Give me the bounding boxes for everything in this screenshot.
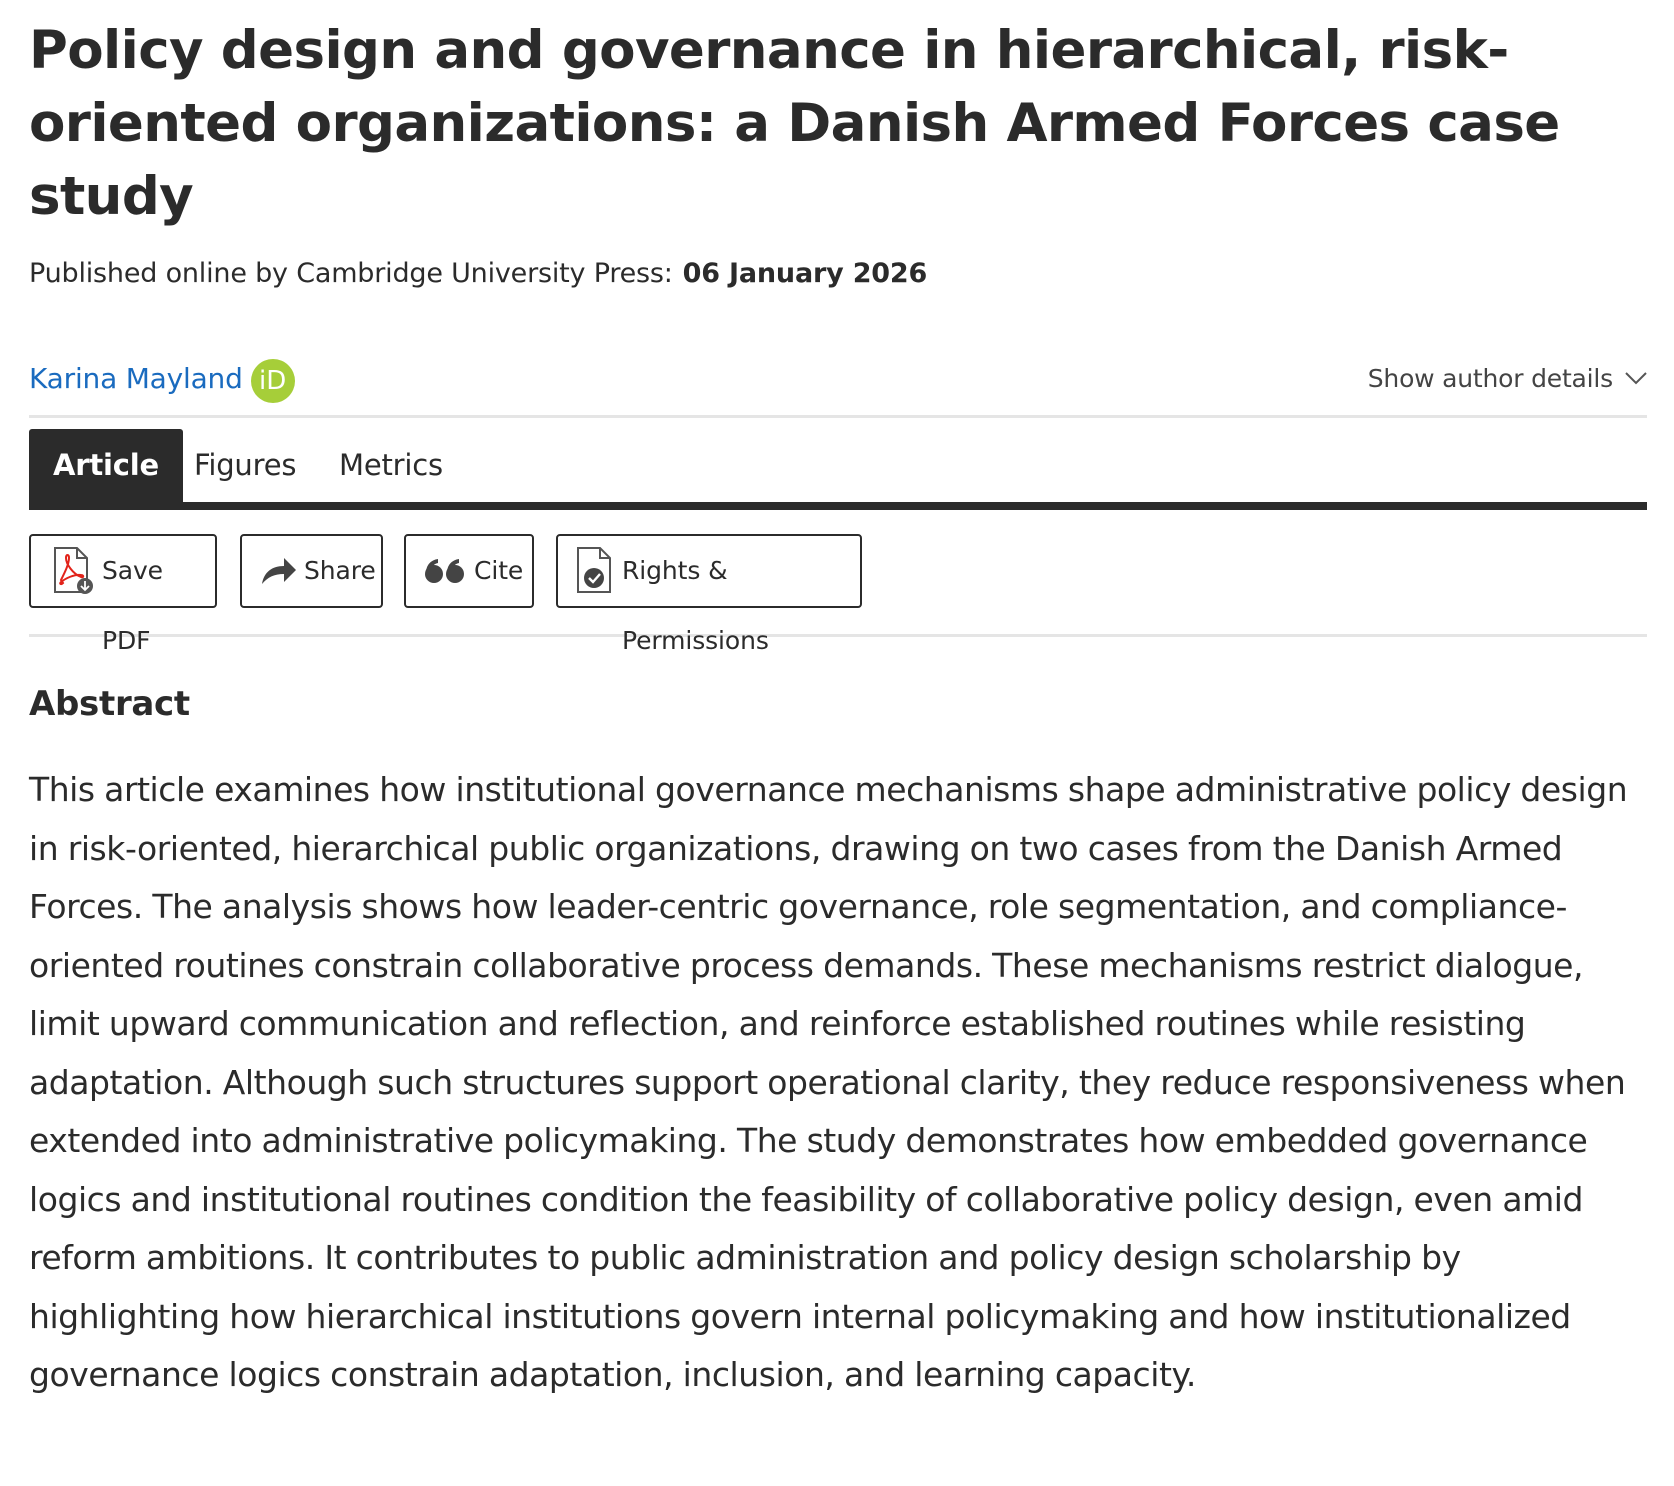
save-pdf-button[interactable] (29, 534, 217, 655)
tab-article[interactable]: Article (29, 429, 183, 502)
author-divider (29, 415, 1647, 418)
pdf-file-icon (51, 536, 95, 606)
tab-metrics[interactable]: Metrics (339, 448, 443, 482)
rights-permissions-label: Rights & Permissions (622, 556, 769, 655)
abstract-heading: Abstract (29, 684, 190, 724)
article-tabs (29, 429, 1647, 510)
published-label: Published online by Cambridge University Press: (29, 258, 673, 289)
share-arrow-icon (260, 536, 298, 606)
published-date: 06 January 2026 (682, 258, 928, 289)
tab-figures[interactable]: Figures (194, 448, 297, 482)
author-row (29, 355, 1647, 403)
show-author-details-toggle[interactable] (1368, 355, 1647, 403)
article-page (29, 0, 1647, 1405)
cite-button[interactable] (404, 534, 534, 608)
author-name-link[interactable]: Karina Mayland (29, 362, 243, 395)
abstract-text: This article examines how institutional governance mechanisms shape administrative policy design in risk-oriented, hierarchical public organizations, drawing on two cases from the Danish Armed Forces. The analysis shows how leader-centric governance, role segmentation, and compliance-oriented routines constrain collaborative process demands. These mechanisms restrict dialogue, limit upward communication and reflection, and reinforce established routines while resisting adaptation. Although such structures support operational clarity, they reduce responsiveness when extended into administrative policymaking. The study demonstrates how embedded governance logics and institutional routines condition the feasibility of collaborative policy design, even amid reform ambitions. It contributes to public administration and policy design scholarship by highlighting how hierarchical institutions govern internal policymaking and how institutionalized governance logics constrain adaptation, inclusion, and learning capacity. (29, 770, 1628, 1394)
orcid-icon[interactable]: iD (251, 359, 295, 403)
action-toolbar (29, 534, 1647, 655)
quote-icon (424, 536, 466, 606)
cite-label: Cite (474, 556, 524, 585)
chevron-down-icon (1625, 371, 1647, 385)
show-author-details-label: Show author details (1367, 364, 1613, 393)
rights-permissions-button[interactable] (556, 534, 862, 655)
share-label: Share (304, 556, 376, 585)
share-button[interactable] (240, 534, 383, 608)
save-pdf-label: Save PDF (102, 556, 163, 655)
permissions-document-icon (574, 536, 614, 606)
publication-line (29, 257, 1647, 291)
article-title: Policy design and governance in hierarchical, risk-oriented organizations: a Danish Armed Forces case study (29, 20, 1560, 227)
